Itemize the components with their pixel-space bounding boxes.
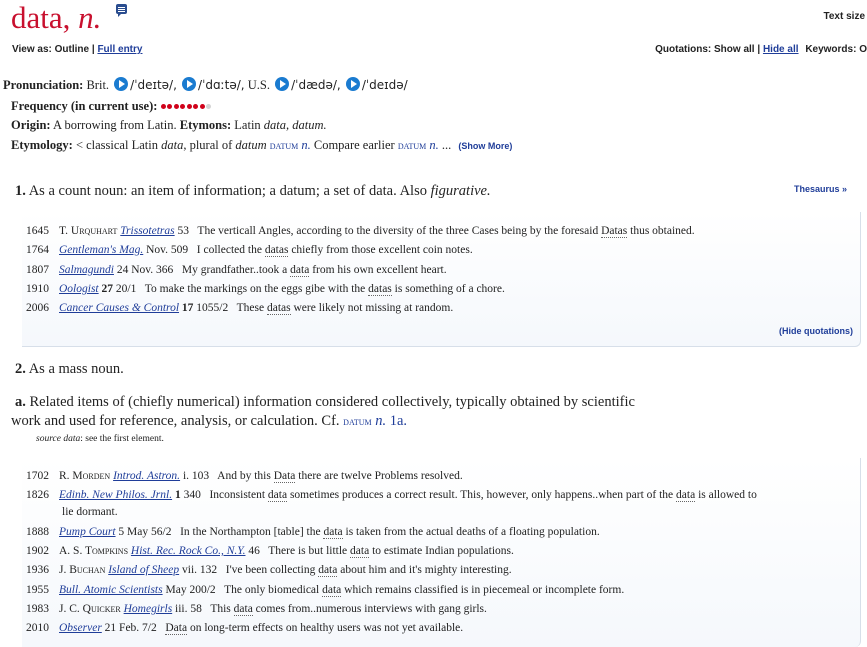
headword	[11, 0, 101, 36]
quotation-row	[26, 489, 757, 518]
quote-source[interactable]: Oologist	[59, 283, 99, 295]
keyword-highlight: data	[676, 489, 696, 501]
frequency-dot-filled	[174, 104, 179, 109]
quote-text: The only biomedical data which remains classified is in piecemeal or incomplete form.	[224, 584, 625, 596]
quote-source[interactable]: Observer	[59, 622, 102, 634]
quotations-hide-all-link[interactable]: Hide all	[762, 44, 799, 55]
quote-source[interactable]: Bull. Atomic Scientists	[59, 584, 163, 596]
quote-ref: 53	[177, 225, 189, 237]
origin-label: Origin:	[11, 118, 51, 132]
show-more-link[interactable]: (Show More)	[458, 141, 513, 151]
quote-source[interactable]: Island of Sheep	[108, 564, 180, 576]
keyword-highlight: data	[318, 564, 338, 576]
sense-2-heading	[15, 361, 124, 378]
quote-source[interactable]: Homegirls	[123, 603, 173, 615]
quote-text: This data comes from..numerous interviews with gang girls.	[210, 603, 487, 615]
quote-year: 1955	[26, 584, 49, 596]
ipa-us-1: /ˈdædə/,	[291, 78, 341, 92]
etymology-word-2: datum	[235, 138, 267, 152]
frequency-dot-filled	[161, 104, 166, 109]
etymology-text-1: < classical Latin	[75, 138, 158, 152]
keyword-highlight: data	[323, 526, 343, 538]
keyword-highlight: data	[350, 545, 370, 557]
quote-source[interactable]: Salmagundi	[59, 264, 114, 276]
frequency-dot-filled	[200, 104, 205, 109]
quote-year: 2010	[26, 622, 49, 634]
origin-text: A borrowing from Latin.	[53, 118, 177, 132]
sense-2a-text-1: Related items of (chiefly numerical) information considered collectively, typically obtained by scientific	[29, 394, 635, 410]
etymons-text: Latin	[234, 118, 261, 132]
frequency-dot-filled	[193, 104, 198, 109]
thesaurus-link[interactable]: Thesaurus »	[793, 184, 847, 194]
quote-year: 1983	[26, 603, 49, 615]
quotation-row	[26, 545, 514, 557]
quote-ref: 1055/2	[196, 302, 229, 314]
quote-author: R. Morden	[59, 470, 111, 482]
datum-xref-2[interactable]: datum	[397, 140, 427, 152]
keyword-highlight: data	[322, 584, 342, 596]
quote-volume: 17	[181, 302, 194, 314]
quote-ref: Nov. 509	[146, 244, 189, 256]
sense-1-number: 1.	[15, 183, 26, 199]
keyword-highlight: Datas	[601, 225, 628, 237]
quote-text-continued: lie dormant.	[62, 506, 118, 518]
text-size-control[interactable]: Text size	[823, 11, 865, 22]
quote-text: There is but little data to estimate Indian populations.	[268, 545, 514, 557]
quote-author: J. Buchan	[59, 564, 106, 576]
frequency-row	[11, 98, 213, 114]
sense-2a-datum-xref-pos[interactable]: n.	[375, 413, 387, 429]
note-icon[interactable]	[116, 4, 127, 14]
quotations-label: Quotations:	[655, 44, 712, 55]
quotation-row	[26, 622, 463, 634]
quotation-row	[26, 526, 600, 538]
sense-2a-heading-line-2	[11, 412, 407, 431]
view-as-bar	[12, 44, 142, 55]
keyword-highlight: Data	[273, 470, 296, 482]
sense-2a-text-2: work and used for reference, analysis, or calculation. Cf.	[11, 413, 340, 429]
quote-source[interactable]: Pump Court	[59, 526, 116, 538]
quotations-separator: |	[757, 44, 761, 55]
quote-year: 1888	[26, 526, 49, 538]
view-separator: |	[91, 44, 95, 55]
etymology-ellipsis: ...	[441, 138, 452, 152]
etymology-text-3: Compare earlier	[313, 138, 395, 152]
quote-ref: May 200/2	[165, 584, 216, 596]
frequency-dot-empty	[206, 104, 211, 109]
keyword-highlight: data	[233, 603, 253, 615]
play-audio-icon[interactable]	[182, 77, 196, 91]
quote-text: These datas were likely not missing at random.	[236, 302, 454, 314]
play-audio-icon[interactable]	[275, 77, 289, 91]
sense-1-heading	[15, 183, 491, 200]
keyword-highlight: data	[267, 489, 288, 501]
sense-2a-datum-xref-sense[interactable]: 1a.	[389, 413, 408, 429]
ipa-brit-1: /ˈdeɪtə/,	[130, 78, 177, 92]
frequency-label: Frequency (in current use):	[11, 99, 158, 113]
quotation-row	[26, 470, 463, 482]
quote-year: 2006	[26, 302, 49, 314]
quotation-row	[26, 283, 505, 295]
quote-year: 1764	[26, 244, 49, 256]
quote-ref: vii. 132	[182, 564, 218, 576]
headword-text: data,	[11, 0, 71, 35]
quote-year: 1807	[26, 264, 49, 276]
etymons-words: data, datum.	[263, 118, 327, 132]
quote-text: My grandfather..took a data from his own excellent heart.	[181, 264, 447, 276]
quote-source[interactable]: Introd. Astron.	[113, 470, 181, 482]
hide-quotations-link[interactable]: (Hide quotations)	[779, 326, 853, 336]
etymology-word-1: data	[161, 138, 184, 152]
quotations-show-all: Show all	[714, 44, 755, 55]
play-audio-icon[interactable]	[114, 77, 128, 91]
quote-text: To make the markings on the eggs gibe with the datas is something of a chore.	[144, 283, 505, 295]
datum-xref-2-pos[interactable]: n.	[429, 138, 439, 152]
datum-xref-1[interactable]: datum	[269, 140, 299, 152]
quote-ref: 20/1	[115, 283, 137, 295]
quote-year: 1826	[26, 489, 49, 501]
quote-author: J. C. Quicker	[59, 603, 121, 615]
brit-label: Brit.	[86, 78, 110, 92]
quotation-row	[26, 564, 512, 576]
sense-2a-note	[36, 434, 164, 444]
quote-ref: 5 May 56/2	[118, 526, 172, 538]
sense-2a-note-italic: source data	[36, 434, 81, 444]
sense-2a-heading	[15, 393, 635, 412]
quote-source[interactable]: Hist. Rec. Rock Co., N.Y.	[130, 545, 246, 557]
datum-xref-1-pos[interactable]: n.	[301, 138, 311, 152]
quote-volume: 1	[174, 489, 181, 501]
view-outline: Outline	[54, 44, 90, 55]
quotation-row	[26, 603, 487, 615]
quote-text: Inconsistent data sometimes produces a correct result. This, however, only happens..when part of the data is allowed to	[209, 489, 757, 501]
keyword-highlight: datas	[266, 302, 291, 314]
frequency-dot-filled	[167, 104, 172, 109]
frequency-dot-filled	[180, 104, 185, 109]
etymology-row	[11, 138, 512, 153]
quotations-bar	[655, 44, 867, 55]
keyword-highlight: datas	[368, 283, 392, 295]
sense-2a-datum-xref[interactable]: datum	[343, 414, 372, 428]
quote-author: T. Urquhart	[59, 225, 118, 237]
quote-year: 1702	[26, 470, 49, 482]
quote-year: 1902	[26, 545, 49, 557]
headword-pos: n.	[78, 0, 102, 35]
pronunciation-row	[3, 77, 408, 93]
quote-year: 1936	[26, 564, 49, 576]
quote-text: I collected the datas chiefly from those excellent coin notes.	[196, 244, 473, 256]
quote-source[interactable]: Trissotetras	[120, 225, 175, 237]
etymology-text-2: , plural of	[183, 138, 233, 152]
ipa-brit-2: /ˈdɑːtə/,	[198, 78, 245, 92]
ipa-us-2: /ˈdeɪdə/	[361, 78, 408, 92]
quote-author: A. S. Tompkins	[59, 545, 129, 557]
quote-volume: 27	[101, 283, 113, 295]
quote-text: I've been collecting data about him and it's mighty interesting.	[225, 564, 512, 576]
sense-2a-letter: a.	[15, 394, 26, 410]
origin-row	[11, 118, 327, 133]
quotation-row	[26, 244, 473, 256]
quote-ref: 24 Nov. 366	[116, 264, 174, 276]
keywords-label[interactable]: Keywords: O	[805, 44, 867, 55]
sense-2a-note-text: : see the first element.	[80, 434, 164, 444]
play-audio-icon[interactable]	[346, 77, 360, 91]
quote-ref: i. 103	[182, 470, 210, 482]
quote-text: Data on long-term effects on healthy users was not yet available.	[165, 622, 464, 634]
keyword-highlight: data	[290, 264, 310, 276]
quotation-row	[26, 264, 447, 276]
quote-source[interactable]: Cancer Causes & Control	[59, 302, 180, 314]
quote-text: The verticall Angles, according to the diversity of the three Cases being by the foresaid Datas thus obtained.	[197, 225, 695, 237]
pronunciation-label: Pronunciation:	[3, 78, 84, 92]
quote-ref: 21 Feb. 7/2	[104, 622, 157, 634]
quote-source[interactable]: Gentleman's Mag.	[59, 244, 144, 256]
sense-2-number: 2.	[15, 361, 26, 377]
quote-year: 1910	[26, 283, 49, 295]
quotation-row	[26, 584, 624, 596]
frequency-indicator[interactable]	[161, 98, 213, 113]
keyword-highlight: datas	[264, 244, 289, 256]
quote-text: In the Northampton [table] the data is taken from the actual deaths of a floating population.	[180, 526, 600, 538]
quote-ref: 46	[248, 545, 260, 557]
sense-1-text: As a count noun: an item of information; a datum; a set of data. Also	[28, 183, 427, 199]
etymology-label: Etymology:	[11, 138, 73, 152]
quote-source[interactable]: Edinb. New Philos. Jrnl.	[59, 489, 173, 501]
quote-text: And by this Data there are twelve Problems resolved.	[217, 470, 463, 482]
us-label: U.S.	[247, 78, 270, 92]
keyword-highlight: Data	[165, 622, 188, 634]
quote-ref: 340	[183, 489, 201, 501]
view-full-entry-link[interactable]: Full entry	[97, 44, 143, 55]
quotation-row	[26, 225, 695, 237]
frequency-dot-filled	[187, 104, 192, 109]
quotation-row	[26, 302, 453, 314]
view-as-label: View as:	[12, 44, 52, 55]
quote-ref: iii. 58	[175, 603, 202, 615]
sense-1-italic: figurative.	[430, 183, 491, 199]
etymons-label: Etymons:	[179, 118, 232, 132]
sense-2-text: As a mass noun.	[28, 361, 124, 377]
quote-year: 1645	[26, 225, 49, 237]
